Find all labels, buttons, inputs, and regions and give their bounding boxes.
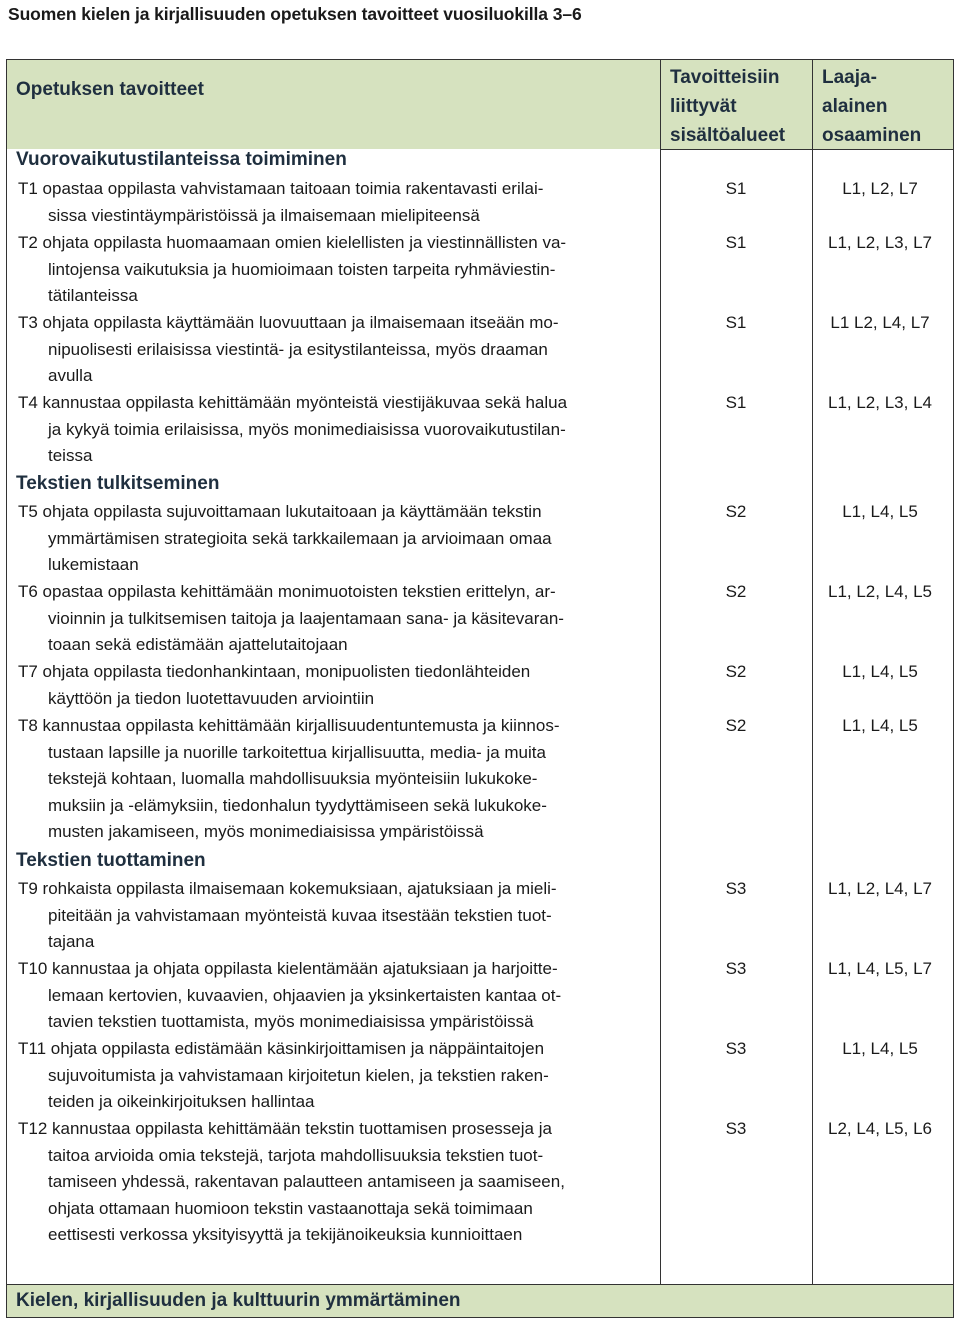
goal-text [18, 1116, 650, 1249]
content-area-code: S3 [725, 959, 747, 978]
goal-line: tajana [48, 932, 95, 951]
footer-section-title: Kielen, kirjallisuuden ja kulttuurin ymmärtäminen [16, 1290, 461, 1311]
page-title: Suomen kielen ja kirjallisuuden opetuksen tavoitteet vuosiluokilla 3–6 [8, 4, 582, 24]
competence-codes: L2, L4, L5, L6 [828, 1119, 932, 1138]
competence-codes: L1, L2, L4, L7 [828, 879, 932, 898]
goal-line: lintojensa vaikutuksia ja huomioimaan toisten tarpeita ryhmäviestin- [48, 259, 556, 279]
goal-line: musten jakamiseen, myös monimediaisissa ympäristöissä [48, 822, 484, 841]
goal-line: T5 ohjata oppilasta sujuvoittamaan lukutaitoaan ja käyttämään tekstin [18, 502, 542, 521]
goal-text [18, 956, 650, 1036]
goal-line: tätilanteissa [48, 286, 138, 305]
goal-line: teissa [48, 446, 93, 465]
goal-text [18, 876, 650, 956]
goal-line: avulla [48, 366, 93, 385]
competence-codes: L1, L4, L5, L7 [828, 959, 932, 978]
goal-text [18, 659, 650, 712]
goal-text [18, 390, 650, 470]
goal-text [18, 1036, 650, 1116]
section-title: Vuorovaikutustilanteissa toimiminen [16, 149, 347, 170]
goal-line: T12 kannustaa oppilasta kehittämään tekstin tuottamisen prosesseja ja [18, 1119, 552, 1138]
content-area-code: S3 [725, 879, 747, 898]
goal-line: T6 opastaa oppilasta kehittämään monimuotoisten tekstien erittelyn, ar- [18, 582, 556, 601]
goal-line: T2 ohjata oppilasta huomaamaan omien kielellisten ja viestinnällisten va- [18, 233, 567, 252]
goal-text [18, 713, 650, 846]
column-divider [660, 59, 661, 1284]
goal-line: T11 ohjata oppilasta edistämään käsinkirjoittamisen ja näppäintaitojen [18, 1039, 545, 1058]
goal-line: T9 rohkaista oppilasta ilmaisemaan kokemuksiaan, ajatuksiaan ja mieli- [18, 879, 557, 898]
goal-line: vioinnin ja tulkitsemisen taitoja ja laajentamaan sana- ja käsitevaran- [48, 608, 564, 628]
goal-line: tavien tekstien tuottamista, myös monimediaisissa ympäristöissä [48, 1012, 534, 1031]
header-goals: Opetuksen tavoitteet [16, 79, 204, 100]
goals-table [6, 59, 954, 1318]
goal-line: ja kykyä toimia erilaisissa, myös monimediaisissa vuorovaikutustilan- [48, 419, 566, 439]
goal-line: T10 kannustaa ja ohjata oppilasta kielentämään ajatuksiaan ja harjoitte- [18, 959, 558, 978]
goal-text [18, 499, 650, 579]
goal-line: lemaan kertovien, kuvaavien, ohjaavien ja yksinkertaisten kantaa ot- [48, 985, 562, 1005]
goal-line: tustaan lapsille ja nuorille tarkoitettua kirjallisuutta, media- ja muita [48, 742, 546, 762]
content-area-code: S3 [725, 1039, 747, 1058]
competence-codes: L1, L4, L5 [842, 1039, 918, 1058]
goal-text [18, 230, 650, 310]
goal-line: nipuolisesti erilaisissa viestintä- ja esitystilanteissa, myös draaman [48, 339, 548, 359]
content-area-code: S2 [725, 582, 747, 601]
content-area-code: S3 [725, 1119, 747, 1138]
goal-line: T4 kannustaa oppilasta kehittämään myönteistä viestijäkuvaa sekä halua [18, 393, 568, 412]
goal-line: T1 opastaa oppilasta vahvistamaan taitoaan toimia rakentavasti erilai- [18, 179, 544, 198]
goal-text [18, 579, 650, 659]
goal-line: käyttöön ja tiedon luotettavuuden arviointiin [48, 688, 375, 708]
goal-line: muksiin ja -elämyksiin, tiedonhalun tyydyttämiseen sekä lukukoke- [48, 795, 547, 815]
goal-line: ohjata ottamaan huomioon tekstin vastaanottaja sekä toimimaan [48, 1198, 533, 1218]
goal-line: tekstejä kohtaan, luomalla mahdollisuuksia myönteisiin lukukoke- [48, 769, 538, 788]
content-area-code: S2 [725, 716, 747, 735]
competence-codes: L1, L2, L3, L7 [828, 233, 932, 252]
competence-codes: L1, L2, L3, L4 [828, 393, 932, 412]
content-area-code: S1 [725, 233, 747, 252]
competence-codes: L1, L2, L4, L5 [828, 582, 932, 601]
competence-codes: L1, L4, L5 [842, 662, 918, 681]
competence-codes: L1, L4, L5 [842, 502, 918, 521]
competence-codes: L1, L2, L7 [842, 179, 918, 198]
goal-line: tamiseen yhdessä, rakentavan palautteen antamiseen ja saamiseen, [48, 1172, 565, 1191]
goal-line: teiden ja oikeinkirjoituksen hallintaa [48, 1092, 315, 1111]
goal-line: lukemistaan [48, 555, 139, 574]
goal-line: T7 ohjata oppilasta tiedonhankintaan, monipuolisten tiedonlähteiden [18, 662, 531, 681]
goal-line: piteitään ja vahvistamaan myönteistä kuvaa itsestään tekstien tuot- [48, 905, 552, 925]
goal-line: toaan sekä edistämään ajattelutaitojaan [48, 635, 348, 654]
goal-line: T8 kannustaa oppilasta kehittämään kirjallisuudentuntemusta ja kiinnos- [18, 716, 560, 735]
competence-codes: L1, L4, L5 [842, 716, 918, 735]
content-area-code: S1 [725, 179, 747, 198]
goal-line: eettisesti verkossa yksityisyyttä ja tekijänoikeuksia kunnioittaen [48, 1225, 523, 1244]
section-title: Tekstien tuottaminen [16, 850, 206, 871]
content-area-code: S1 [725, 393, 747, 412]
competence-codes: L1 L2, L4, L7 [830, 313, 930, 332]
header-content-areas: Tavoitteisiin liittyvät sisältöalueet [670, 67, 786, 146]
goal-line: T3 ohjata oppilasta käyttämään luovuuttaan ja ilmaisemaan itseään mo- [18, 313, 559, 332]
goal-text [18, 310, 650, 390]
section-title: Tekstien tulkitseminen [16, 473, 220, 494]
goal-line: sissa viestintäympäristöissä ja ilmaisemaan mielipiteensä [48, 205, 480, 225]
goal-text [18, 176, 650, 229]
goal-line: sujuvoitumista ja vahvistamaan kirjoitetun kielen, ja tekstien raken- [48, 1065, 549, 1085]
content-area-code: S1 [725, 313, 747, 332]
goal-line: taitoa arvioida omia tekstejä, tarjota mahdollisuuksia tekstien tuot- [48, 1145, 544, 1165]
goal-line: ymmärtämisen strategioita sekä tarkkailemaan ja arvioimaan omaa [48, 528, 552, 548]
content-area-code: S2 [725, 662, 747, 681]
content-area-code: S2 [725, 502, 747, 521]
header-competence: Laaja- alainen osaaminen [822, 67, 922, 146]
